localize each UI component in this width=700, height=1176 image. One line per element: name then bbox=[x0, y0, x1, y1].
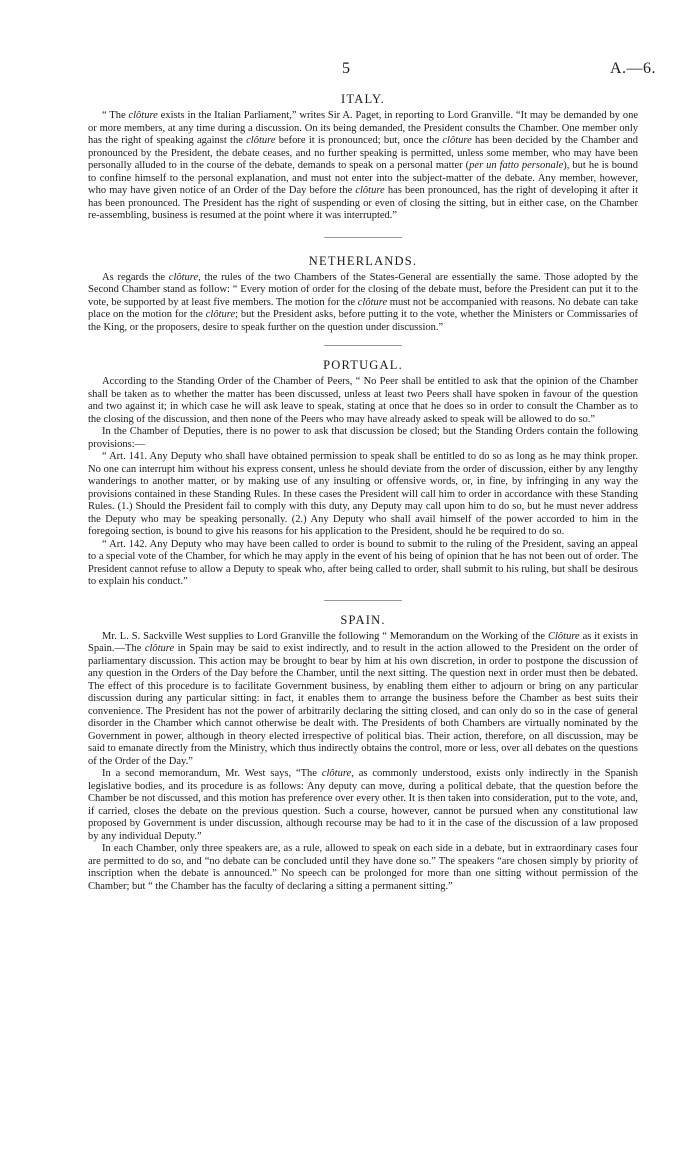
paragraph: “ The clôture exists in the Italian Parliament,” writes Sir A. Paget, in reporting to Lord Granville. “It may be demanded by one or more members, at any time during a discussion. On its being demanded, the President consults the Chamber. One member only has the right of speaking against the clôture before it is pronounced; but, once the clôture has been decided by the Chamber and pronounced by the President, the debate ceases, and no further speaking is permitted, unless some member, who may have been personally alluded to in the course of the debate, demands to speak on a personal matter (per un fatto personale), but he is bound to confine himself to the personal explanation, and must not enter into the subject-matter of the debate. Any member, however, who may have given notice of an Order of the Day before the clôture has been pronounced, has the right of developing it after it has been pronounced. The President has the right of suspending or even of closing the sitting, but in either case, on the Chamber re-assembling, business is resumed at the point where it was interrupted.” bbox=[88, 110, 639, 221]
section-title: PORTUGAL. bbox=[323, 358, 403, 372]
section-title: NETHERLANDS. bbox=[308, 253, 418, 268]
section-spain bbox=[88, 613, 638, 894]
section-netherlands bbox=[88, 254, 638, 335]
page-number: 5 bbox=[342, 60, 350, 77]
paragraph: In each Chamber, only three speakers are, as a rule, allowed to speak on each side in a debate, but in extraordinary cases four are permitted to do so, and “no debate can be concluded until they have done so.” The speakers “are chosen simply by priority of inscription when the debate is announced.” No speech can be prolonged for more than one sitting without permission of the Chamber; but “ the Chamber has the faculty of declaring a sitting a permanent sitting.” bbox=[88, 843, 638, 892]
paragraph: Mr. L. S. Sackville West supplies to Lord Granville the following “ Memorandum on the Working of the Clôture as it exists in Spain.—The clôture in Spain may be said to exist indirectly, and to result in the action allowed to the President on the order of parliamentary discussion. This action may be brought to bear by him at his own discretion, in order to postpone the discussion of any question in the Orders of the Day before the Chamber, until the next sitting. The question next in order must then be debated. The effect of this procedure is to facilitate Government business, by enabling them either to adjourn or bring on any particular discussion during any particular sitting: in fact, it enables them to arrange the business before the Chamber as best suits their convenience. The President has not the power of arbitrarily declaring the sitting closed, and can only do so in the case of general disorder in the Chamber which cannot otherwise be dealt with. The Presidents of both Chambers are virtually nominated by the Government in power, although in theory elected irrespective of political bias. Their action, therefore, on all discussion, may be said to emanate directly from the Ministry, which thus indirectly obtains the control, more or less, over all debates on the questions of the Order of the Day.” bbox=[88, 630, 638, 767]
page-reference: A.—6. bbox=[609, 60, 656, 77]
section-divider bbox=[324, 345, 402, 346]
paragraph: As regards the clôture, the rules of the two Chambers of the States-General are essentially the same. Those adopted by the Second Chamber stand as follow: “ Every motion of order for the closing of the debate must, before the President can put it to the vote, be supported by at least five members. The motion for the clôture must not be accompanied with reasons. No debate can take place on the motion for the clôture; but the President asks, before putting it to the vote, whether the Ministers or Commissaries of the King, or the proposers, desire to speak further on the question under discussion.” bbox=[88, 271, 638, 333]
section-title: SPAIN. bbox=[340, 612, 386, 627]
section-divider bbox=[324, 237, 402, 238]
paragraph: In the Chamber of Deputies, there is no power to ask that discussion be closed; but the Standing Orders contain the following provisions:— bbox=[88, 426, 638, 450]
paragraph: “ Art. 141. Any Deputy who shall have obtained permission to speak shall be entitled to do so as long as he may think proper. No one can interrupt him without his express consent, unless he should deviate from the order of discussion, either by any lengthy wanderings to another matter, or by making use of any insulting or offensive words, or, in fine, by infringing in any way the provisions contained in these Standing Rules. In these cases the President will call him to order in accordance with these Standing Rules. (1.) Should the President fail to comply with this duty, any Deputy may call upon him to do so, but he must never address the Deputy who may be speaking personally. (2.) Any Deputy who shall avail himself of the power accorded to him in the foregoing section, is bound to give his reasons for his application to the President, should he be required to do so. bbox=[88, 451, 638, 537]
paragraph: “ Art. 142. Any Deputy who may have been called to order is bound to submit to the ruling of the President, saving an appeal to a special vote of the Chamber, for which he may apply in the event of his being of opinion that he has not been out of order. The President cannot refuse to allow a Deputy to speak who, after being called to order, shall submit to his ruling, but shall be desirous to explain his conduct.” bbox=[88, 538, 638, 587]
paragraph: According to the Standing Order of the Chamber of Peers, “ No Peer shall be entitled to ask that the opinion of the Chamber shall be taken as to whether the matter has been discussed, unless at least two Peers shall have spoken in favour of the question and two against it; in which case he will ask leave to speak, stating at once that he does so in order to consult the Chamber as to the closing of the discussion, and then none of the Peers who may have already asked to speak will be allowed to do so.” bbox=[88, 376, 638, 425]
section-title: ITALY. bbox=[341, 92, 385, 106]
section-portugal bbox=[88, 358, 638, 589]
section-italy bbox=[88, 92, 638, 223]
section-divider bbox=[324, 600, 402, 601]
document-body bbox=[88, 92, 638, 893]
paragraph: In a second memorandum, Mr. West says, “The clôture, as commonly understood, exists only indirectly in the Spanish legislative bodies, and its procedure is as follows: Any deputy can move, during a political debate, that the question before the Chamber be not discussed, and this motion has preference over every other. It is then taken into consideration, put to the vote, and, if carried, closes the debate on the previous question. Such a course, however, cannot be pursued when any constitutional law proposed by Government is under discussion, although recourse may be had to it in the case of the discussion of a law proposed by any individual Deputy.” bbox=[88, 768, 638, 842]
